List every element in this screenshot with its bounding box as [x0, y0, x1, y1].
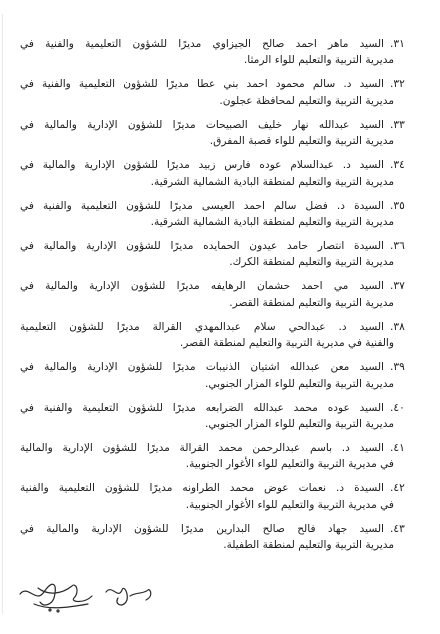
entry-first-line [20, 36, 410, 52]
entry-text: السيدة د. فضل سالم احمد العيسى مديرًا للشؤون التعليمية والفنية في [20, 199, 384, 212]
appointment-entry [20, 238, 410, 271]
entry-continuation: مديرية التربية والتعليم لمنطقة البادية الشمالية الشرقية. [150, 216, 394, 229]
entry-number: ٤٢. [390, 482, 405, 495]
entry-number: ٣٦. [390, 240, 405, 253]
entry-continuation: مديرية التربية والتعليم للواء قصبة المفرق. [209, 135, 394, 148]
entry-continuation: مديرية التربية والتعليم لمنطقة القصر. [229, 296, 394, 309]
entry-continuation: مديرية التربية والتعليم لمحافظة عجلون. [219, 94, 394, 107]
entry-text: السيدة د. نعمات عوض محمد الطراونه مديرًا للشؤون التعليمية والفنية [20, 482, 384, 495]
entry-continuation: مديرية التربية والتعليم لمنطقة الكرك. [229, 256, 394, 269]
entry-first-line [20, 117, 410, 133]
entry-continuation: في مديرية التربية والتعليم للواء الأغوار الجنوبية. [185, 498, 394, 511]
signature-stroke [130, 590, 151, 600]
entry-first-line [20, 278, 410, 294]
entry-continuation: مديرية التربية والتعليم للواء الرمثا. [243, 54, 394, 67]
scan-margin-line [2, 14, 3, 614]
appointment-entry [20, 400, 410, 433]
appointment-entry [20, 440, 410, 473]
entry-text: السيد د. عبدالسلام عوده فارس زبيد مديرًا للشؤون الإدارية والمالية في [20, 159, 384, 172]
entry-number: ٤٠. [390, 401, 405, 414]
signatures [14, 574, 164, 618]
entry-number: ٣٣. [390, 118, 405, 131]
entry-continuation: مديرية التربية والتعليم لمنطقة الطفيلة. [223, 539, 394, 552]
entry-text: السيد عوده محمد عبدالله الضرابعه مديرًا للشؤون التعليمية والفنية في [20, 401, 384, 414]
entry-text: السيدة انتصار حامد عيدون الحمايده مديرًا للشؤون الإدارية والمالية في [20, 240, 384, 253]
entry-continuation: والفنية في مديرية التربية والتعليم لمنطقة القصر. [179, 337, 394, 350]
entry-continuation: مديرية التربية والتعليم للواء المزار الجنوبي. [204, 418, 394, 431]
entry-first-line [20, 238, 410, 254]
appointment-entry [20, 36, 410, 69]
entry-first-line [20, 480, 410, 496]
signature-stroke [49, 609, 51, 611]
appointment-entry [20, 157, 410, 190]
entry-continuation: مديرية التربية والتعليم لمنطقة البادية الشمالية الشرقية. [150, 175, 394, 188]
entry-first-line [20, 157, 410, 173]
entry-text: السيد معن عبدالله اشتيان الذنيبات مديرًا للشؤون الإدارية والمالية في [20, 361, 384, 374]
appointment-entry [20, 359, 410, 392]
handwritten-signatures [14, 574, 164, 618]
appointment-entry [20, 319, 410, 352]
appointment-entry [20, 117, 410, 150]
appointment-entry [20, 278, 410, 311]
entry-text: السيد ماهر احمد صالح الجيزاوي مديرًا للشؤون التعليمية والفنية في [20, 38, 384, 50]
entry-number: ٣٨. [390, 320, 405, 333]
entry-number: ٤١. [390, 442, 405, 455]
entry-text: السيد د. سالم محمود احمد بني عطا مديرًا للشؤون التعليمية والفنية في [20, 78, 384, 91]
entry-number: ٣٩. [390, 361, 405, 374]
entry-text: السيد د. باسم عبدالرحمن محمد القرالة مديرًا للشؤون الإدارية والمالية [20, 442, 384, 455]
entry-number: ٣٢. [390, 78, 405, 91]
entry-continuation: في مديرية التربية والتعليم للواء الأغوار الجنوبية. [185, 458, 394, 471]
appointments-list [20, 36, 410, 561]
entry-number: ٣٥. [390, 199, 405, 212]
entry-first-line [20, 400, 410, 416]
signature-stroke [57, 610, 59, 612]
entry-first-line [20, 521, 410, 537]
entry-first-line [20, 359, 410, 375]
entry-first-line [20, 319, 410, 335]
appointment-entry [20, 198, 410, 231]
entry-continuation: مديرية التربية والتعليم للواء المزار الجنوبي. [204, 377, 394, 390]
entry-text: السيد د. عبدالحي سلام عبدالمهدي القرالة مديرًا للشؤون التعليمية [20, 320, 384, 333]
entry-first-line [20, 440, 410, 456]
entry-text: السيد جهاد فالح صالح البدارين مديرًا للشؤون الإدارية والمالية في [20, 522, 384, 535]
appointment-entry [20, 521, 410, 554]
entry-text: السيد مي احمد حشمان الرهايفه مديرًا للشؤون الإدارية والمالية في [20, 280, 384, 293]
entry-number: ٣١. [390, 38, 405, 50]
entry-text: السيد عبدالله نهار خليف الصبيحات مديرًا للشؤون الإدارية والمالية في [20, 118, 384, 131]
entry-number: ٣٤. [390, 159, 405, 172]
appointment-entry [20, 76, 410, 109]
entry-first-line [20, 198, 410, 214]
signature-stroke [20, 584, 55, 605]
signature-stroke [38, 585, 92, 601]
signature-stroke [106, 588, 127, 605]
entry-first-line [20, 76, 410, 92]
entry-number: ٤٣. [390, 522, 405, 535]
appointment-entry [20, 480, 410, 513]
entry-number: ٣٧. [390, 280, 405, 293]
